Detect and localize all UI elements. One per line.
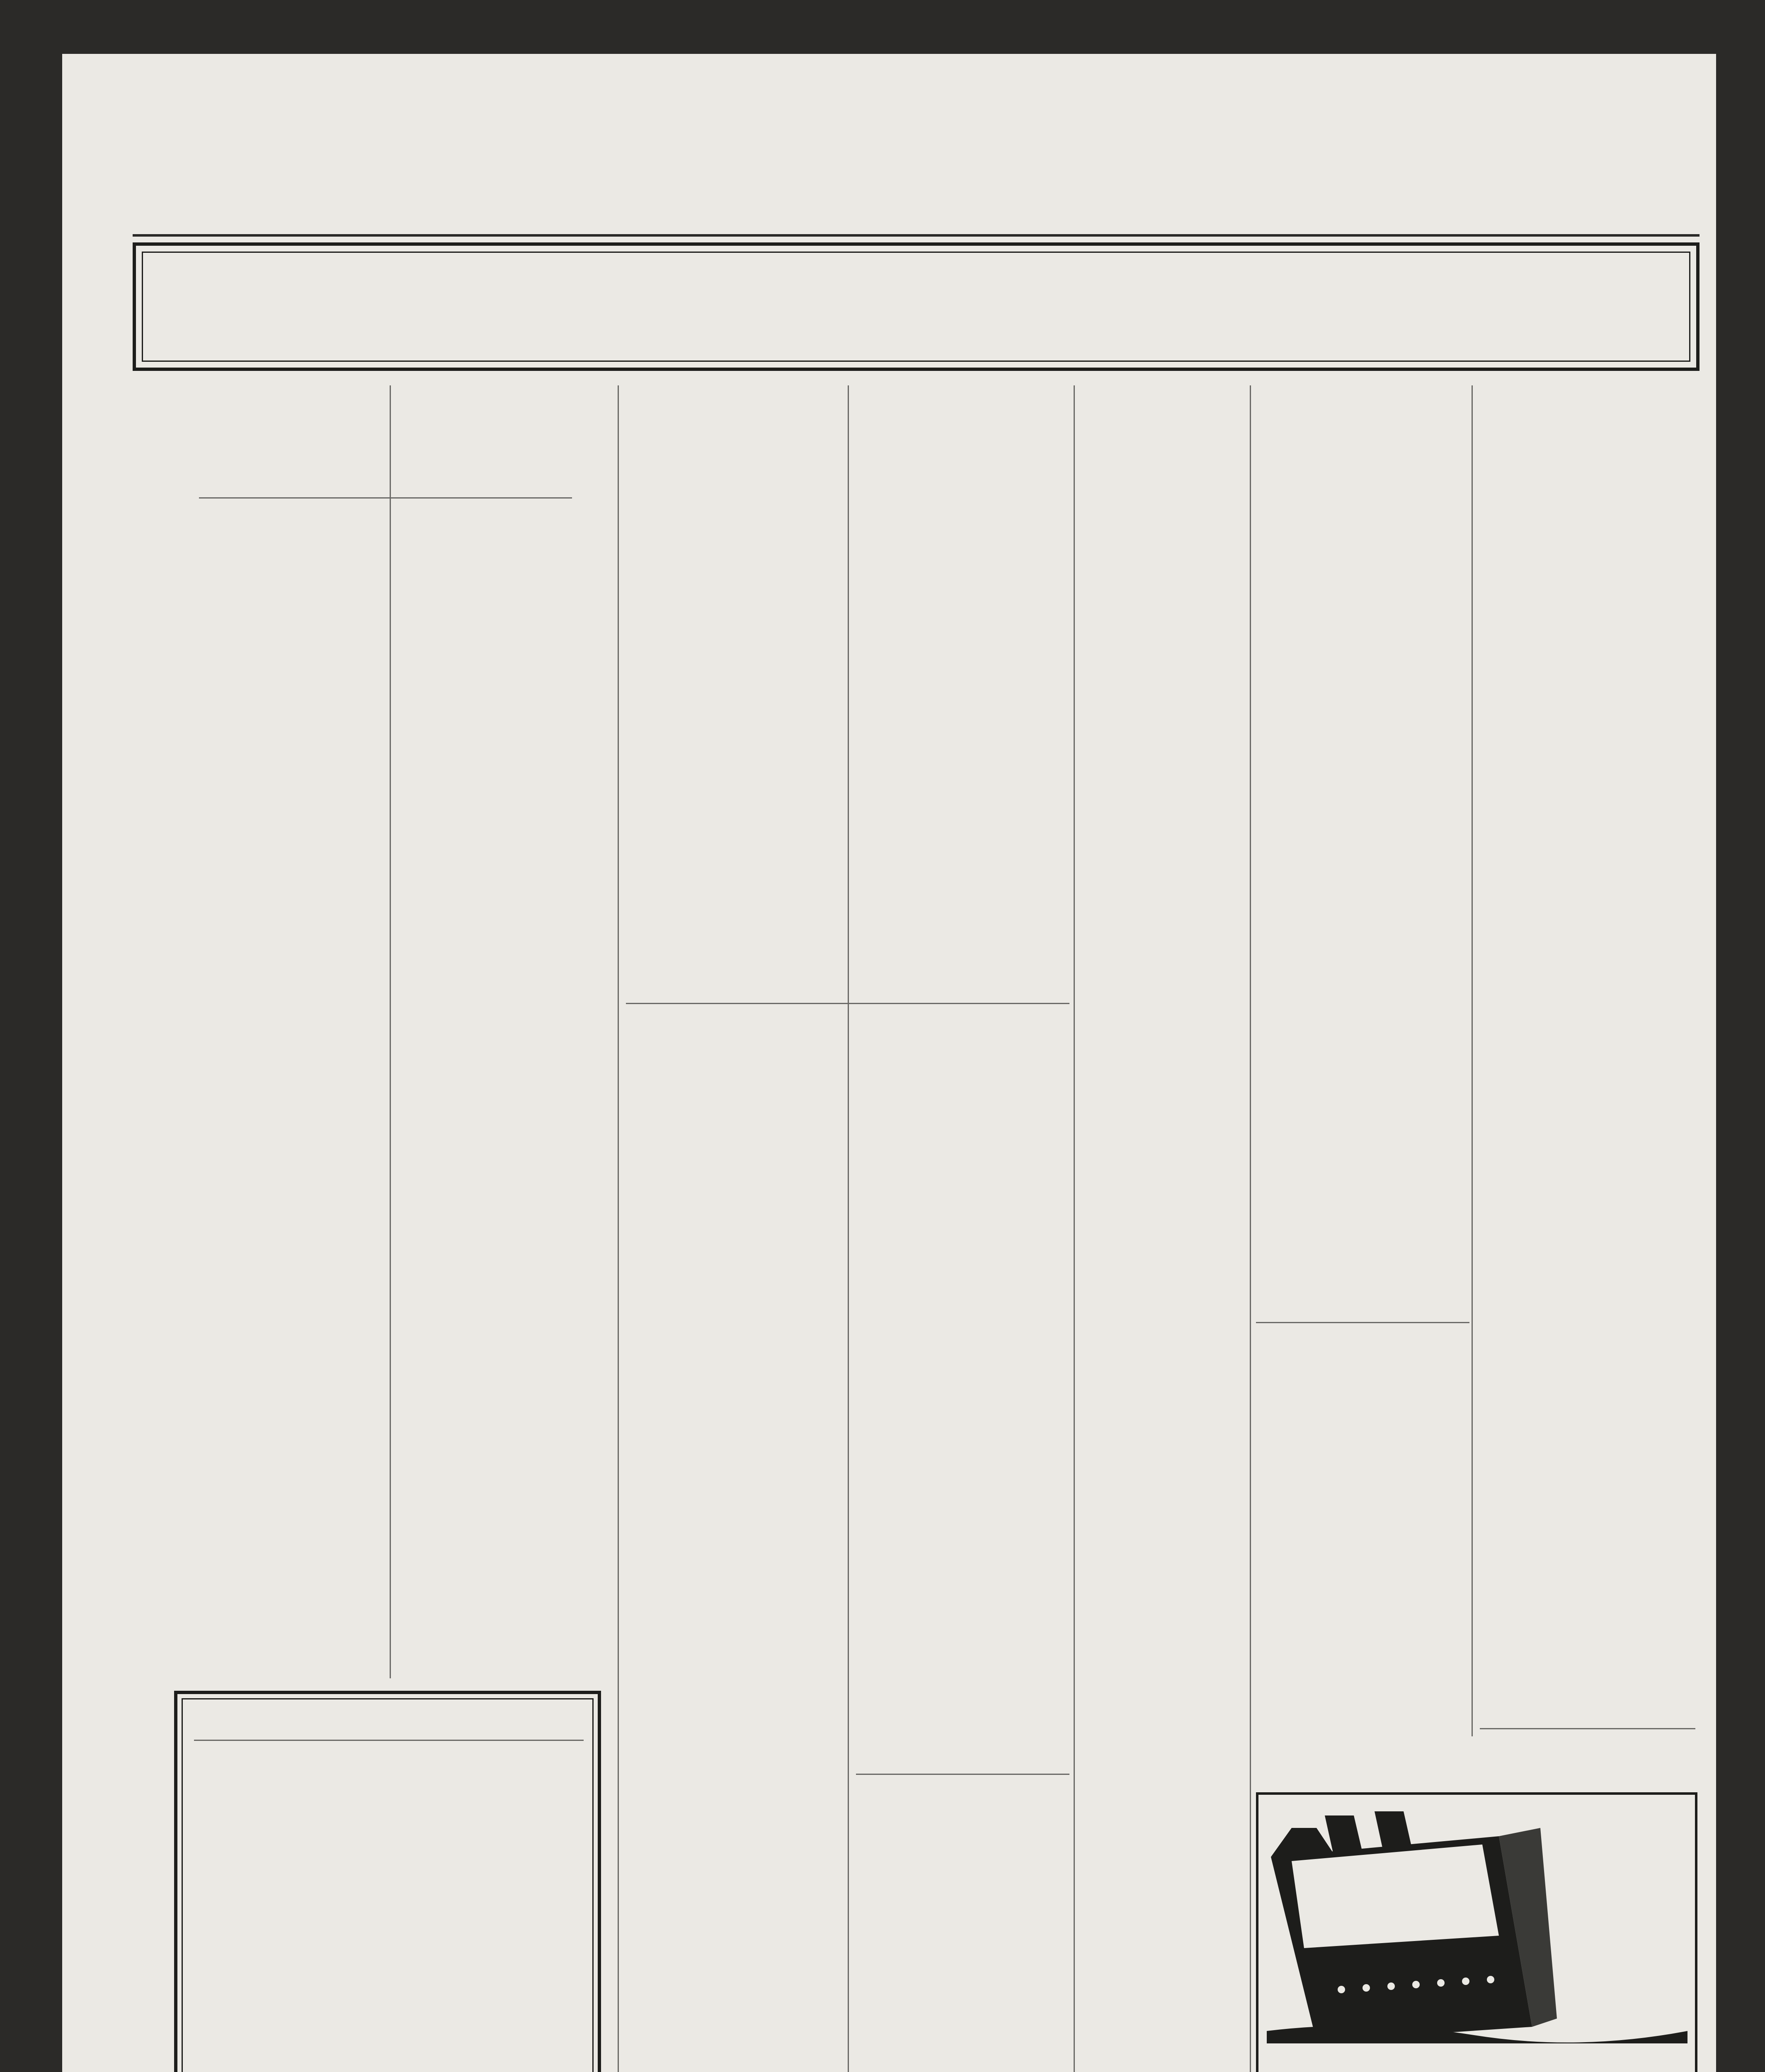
press-fund-note — [1480, 1753, 1695, 1790]
article-separator — [856, 1774, 1069, 1775]
subscription-banner — [133, 242, 1700, 371]
article-separator — [626, 1003, 1069, 1004]
column-rule — [390, 385, 391, 1678]
article-text — [856, 1115, 1069, 1305]
column-rule — [848, 385, 849, 2072]
article-text — [398, 390, 613, 1682]
article-text — [1480, 464, 1695, 1728]
newspaper-page — [62, 54, 1716, 2072]
page-label — [137, 208, 344, 233]
article-separator — [1480, 1728, 1695, 1729]
section-text — [856, 1351, 1069, 1765]
section-heading — [1082, 576, 1246, 613]
banner-inner-frame — [142, 252, 1690, 362]
article-text — [626, 390, 844, 999]
section-heading — [626, 1848, 844, 1902]
bazaar-notice-box — [174, 1691, 601, 2072]
article-text — [1082, 390, 1246, 572]
article-text — [1256, 1330, 1469, 1745]
article-text — [856, 390, 1069, 937]
column-rule — [618, 385, 619, 2072]
column-rule — [1250, 385, 1251, 2072]
bazaar-address — [190, 1843, 588, 1862]
ship-advertisement — [1256, 1792, 1697, 2072]
bazaar-body — [198, 1910, 579, 2072]
section-heading — [1082, 1463, 1246, 1500]
section-heading — [856, 1310, 1069, 1347]
section-text — [626, 1906, 844, 2072]
section-heading — [1082, 1794, 1246, 1832]
section-text — [1082, 1210, 1246, 1459]
section-text — [1082, 617, 1246, 1181]
section-heading — [626, 1386, 844, 1407]
masthead-rule — [133, 234, 1700, 237]
bazaar-intro — [194, 1746, 584, 1812]
column-rule — [1074, 385, 1075, 2072]
article-separator — [1256, 1322, 1469, 1323]
section-heading — [1082, 1185, 1246, 1206]
column-rule — [1472, 385, 1473, 1736]
article-text — [158, 510, 383, 1682]
bazaar-rule — [194, 1740, 584, 1741]
ad-slogan — [1283, 1884, 1470, 1929]
ad-free-line — [1267, 1963, 1687, 1983]
article-signature — [1480, 1732, 1695, 1753]
ad-body — [1316, 1985, 1681, 2072]
section-text — [1082, 1504, 1246, 1786]
section-text — [626, 1409, 844, 1844]
section-text — [1082, 1836, 1246, 2072]
article-signature — [1256, 1749, 1469, 1769]
article-signature — [856, 941, 1069, 990]
article-text — [1256, 485, 1469, 1314]
article-text — [856, 1861, 1069, 2072]
paper-title-date — [601, 208, 1306, 233]
issue-number — [1534, 208, 1695, 233]
article-text — [626, 1135, 844, 1384]
